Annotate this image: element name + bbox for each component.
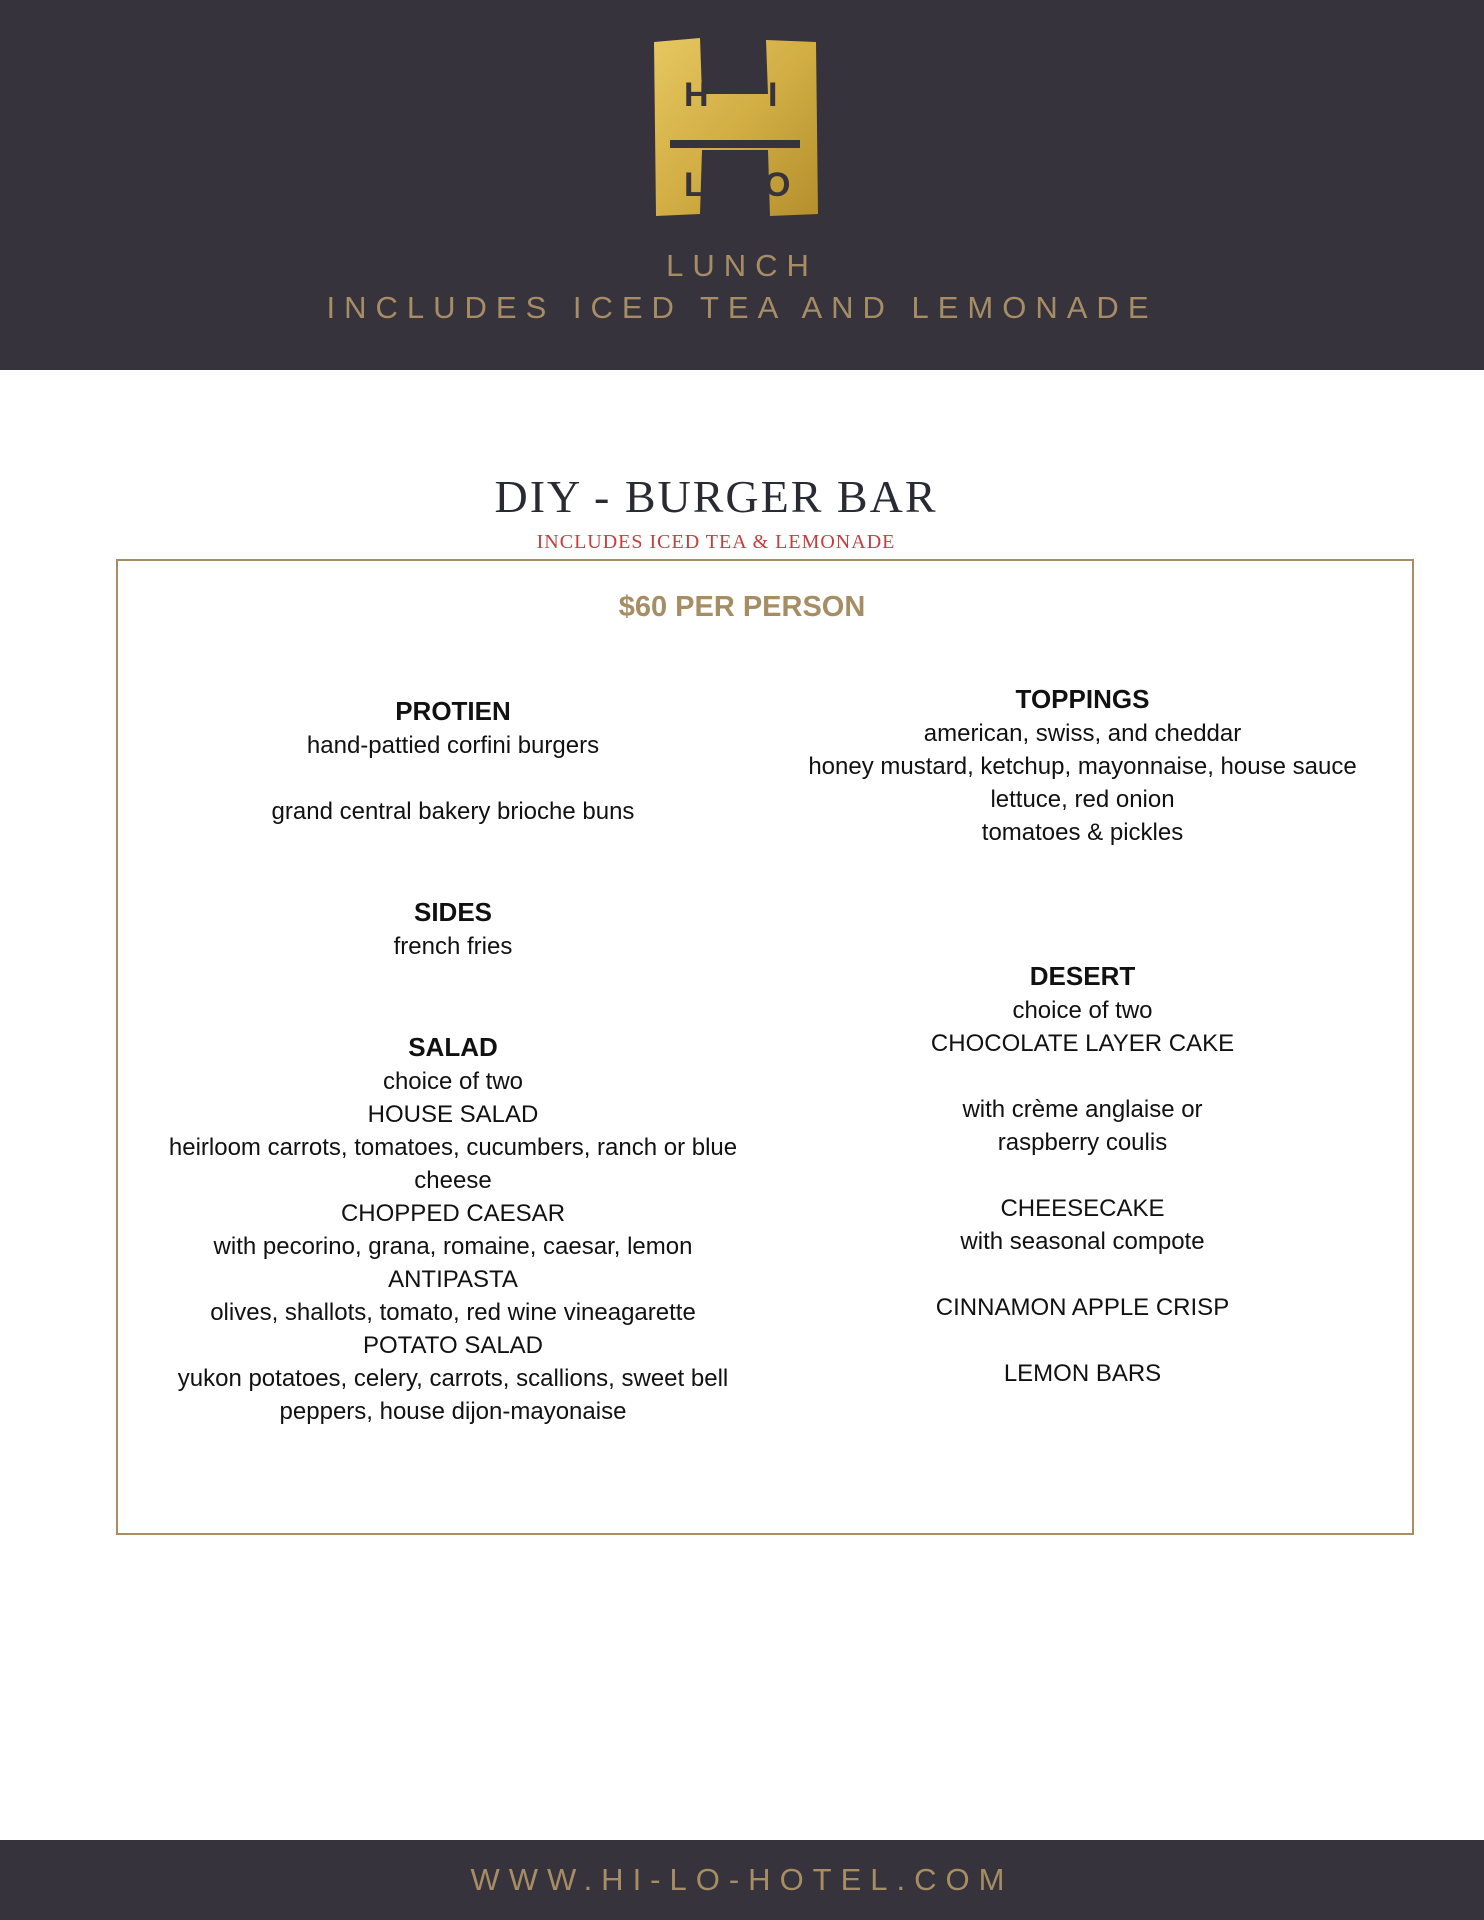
- sides-title: SIDES: [413, 897, 493, 927]
- salad-line: olives, shallots, tomato, red wine vineagarette: [210, 1299, 696, 1326]
- svg-text:L: L: [684, 166, 705, 204]
- svg-text:I: I: [768, 76, 778, 114]
- protein-item: hand-pattied corfini burgers: [306, 732, 600, 759]
- protein-item: grand central bakery brioche buns: [271, 798, 635, 825]
- footer-website[interactable]: WWW.HI-LO-HOTEL.COM: [470, 1862, 1014, 1897]
- salad-line: with pecorino, grana, romaine, caesar, lemon: [213, 1233, 693, 1260]
- dessert-line: raspberry coulis: [997, 1129, 1168, 1156]
- salad-line: choice of two: [382, 1068, 524, 1095]
- salad-line: POTATO SALAD: [362, 1332, 544, 1359]
- salad-line: HOUSE SALAD: [367, 1101, 539, 1128]
- header-banner: [0, 0, 1484, 370]
- menu-price: $60 PER PERSON: [618, 591, 866, 623]
- hilo-logo-icon: [648, 34, 822, 220]
- toppings-line: honey mustard, ketchup, mayonnaise, house sauce: [808, 753, 1357, 780]
- salad-line: heirloom carrots, tomatoes, cucumbers, ranch or blue: [168, 1134, 738, 1161]
- dessert-line: choice of two: [1012, 997, 1153, 1024]
- salad-section: [140, 1029, 766, 1428]
- protein-section: [140, 693, 766, 828]
- dessert-title: DESERT: [1029, 961, 1136, 991]
- salad-line: cheese: [414, 1167, 492, 1194]
- dessert-line: CHEESECAKE: [1000, 1195, 1165, 1222]
- dessert-section: [790, 958, 1375, 1390]
- hilo-logo: [648, 34, 822, 220]
- footer-banner: [0, 1840, 1484, 1920]
- salad-line: yukon potatoes, celery, carrots, scallions, sweet bell: [177, 1365, 729, 1392]
- dessert-line: with crème anglaise or: [962, 1096, 1203, 1123]
- salad-line: ANTIPASTA: [388, 1266, 518, 1293]
- salad-line: CHOPPED CAESAR: [340, 1200, 566, 1227]
- dessert-line: CINNAMON APPLE CRISP: [935, 1294, 1230, 1321]
- header-lunch: LUNCH: [666, 248, 818, 283]
- sides-section: [140, 894, 766, 963]
- toppings-line: american, swiss, and cheddar: [923, 720, 1242, 747]
- menu-title: DIY - BURGER BAR: [494, 471, 938, 522]
- dessert-line: LEMON BARS: [1003, 1360, 1162, 1387]
- menu-subtitle: INCLUDES ICED TEA & LEMONADE: [536, 531, 896, 553]
- dessert-line: CHOCOLATE LAYER CAKE: [930, 1030, 1235, 1057]
- salad-line: peppers, house dijon-mayonaise: [279, 1398, 627, 1425]
- svg-text:H: H: [684, 76, 709, 114]
- toppings-section: [790, 681, 1375, 849]
- toppings-line: tomatoes & pickles: [981, 819, 1184, 846]
- toppings-line: lettuce, red onion: [990, 786, 1175, 813]
- protein-title: PROTIEN: [395, 696, 511, 726]
- toppings-title: TOPPINGS: [1015, 684, 1150, 714]
- svg-text:O: O: [764, 166, 791, 204]
- header-includes: INCLUDES ICED TEA AND LEMONADE: [326, 290, 1158, 325]
- sides-item: french fries: [393, 933, 513, 960]
- dessert-line: with seasonal compote: [960, 1228, 1205, 1255]
- salad-title: SALAD: [408, 1032, 498, 1062]
